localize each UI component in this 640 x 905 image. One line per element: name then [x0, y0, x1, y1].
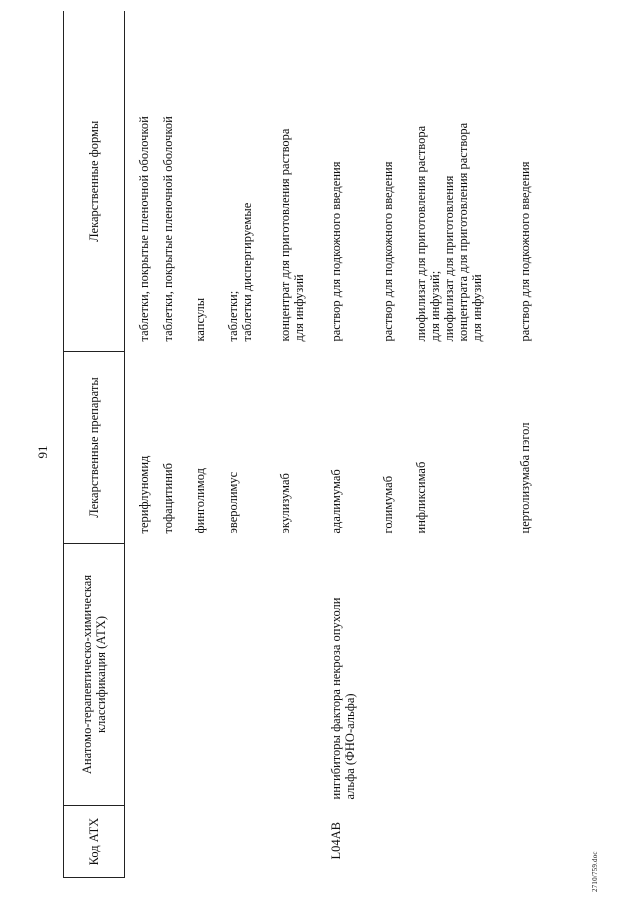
cell-form: лиофилизат для приготовления раствора для инфузий; лиофилизат для приготовления концентрата для приготовления раствора для инфузий	[413, 122, 484, 342]
cell-code	[226, 806, 278, 878]
cell-drug: терифлуномид	[137, 455, 151, 534]
cell-form: раствор для подкожного введения	[380, 161, 395, 342]
header-forms: Лекарственные формы	[64, 12, 125, 352]
cell-class	[414, 544, 518, 806]
cell-drug: тофацитиниб	[160, 463, 175, 534]
rotated-page	[25, 12, 615, 892]
cell-class	[518, 544, 548, 806]
table-header-row	[64, 12, 125, 878]
cell-form: таблетки; таблетки диспергируемые	[225, 202, 254, 342]
table-row	[518, 12, 548, 878]
cell-class	[226, 544, 278, 806]
table-row	[125, 12, 161, 878]
table-row	[161, 12, 193, 878]
header-drugs: Лекарственные препараты	[64, 352, 125, 544]
footer-doc-id: 2710/759.doc	[591, 851, 599, 892]
cell-code	[414, 806, 518, 878]
cell-class: ингибиторы фактора некроза опухоли альфа (ФНО-альфа)	[328, 597, 357, 800]
cell-form: таблетки, покрытые пленочной оболочкой	[137, 116, 151, 342]
cell-drug: голимумаб	[380, 475, 395, 534]
cell-drug: эверолимус	[225, 471, 240, 534]
cell-class	[161, 544, 193, 806]
cell-code	[518, 806, 548, 878]
cell-code	[381, 806, 414, 878]
cell-class	[381, 544, 414, 806]
cell-form: раствор для подкожного введения	[328, 161, 343, 342]
cell-drug: финголимод	[192, 468, 207, 534]
header-atc-class: Анатомо-терапевтическо-химическая классификация (АТХ)	[64, 544, 125, 806]
cell-drug: цертолизумаба пэгол	[517, 422, 532, 534]
cell-class	[193, 544, 226, 806]
table-row	[226, 12, 278, 878]
cell-code	[193, 806, 226, 878]
drug-table	[63, 12, 548, 879]
table-row	[414, 12, 518, 878]
cell-drug: экулизумаб	[277, 473, 292, 534]
cell-form: концентрат для приготовления раствора для инфузий	[277, 128, 306, 342]
header-code: Код АТХ	[64, 806, 125, 878]
cell-drug: инфликсимаб	[413, 461, 428, 534]
page-number: 91	[35, 445, 50, 459]
cell-form: таблетки, покрытые пленочной оболочкой	[160, 116, 175, 342]
cell-form: раствор для подкожного введения	[517, 161, 532, 342]
cell-class	[125, 544, 161, 806]
cell-form: капсулы	[192, 297, 207, 342]
table-row	[381, 12, 414, 878]
cell-drug: адалимумаб	[328, 469, 343, 534]
table-row	[329, 12, 381, 878]
cell-code	[278, 806, 329, 878]
cell-code	[125, 806, 161, 878]
table-row	[278, 12, 329, 878]
cell-code	[161, 806, 193, 878]
table-row	[193, 12, 226, 878]
cell-class	[278, 544, 329, 806]
cell-code: L04AB	[328, 822, 343, 860]
